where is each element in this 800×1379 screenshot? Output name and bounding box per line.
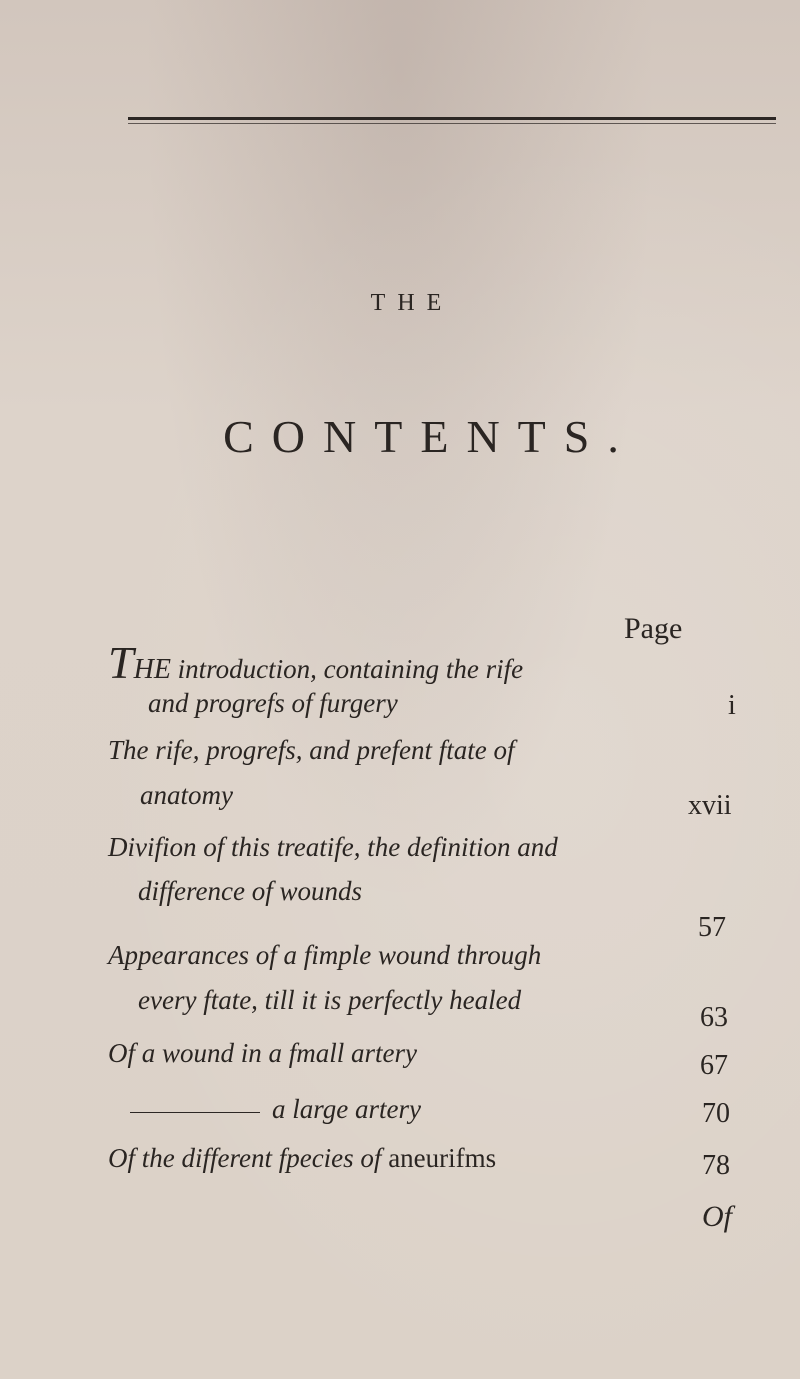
drop-cap: T	[108, 637, 134, 688]
toc-entry-4-page: 63	[700, 1002, 728, 1033]
ditto-dash	[130, 1112, 260, 1113]
toc-entry-3-line-2: difference of wounds	[138, 876, 362, 906]
heading-contents: CONTENTS.	[223, 411, 637, 462]
toc-entry-6-page: 70	[702, 1098, 730, 1129]
toc-entry-3-page: 57	[698, 912, 726, 943]
page-column-label: Page	[624, 612, 683, 645]
toc-entry-2-line-1: The rife, progrefs, and prefent ftate of	[108, 735, 515, 765]
toc-entry-2-line-2: anatomy	[140, 780, 233, 810]
toc-entry-1-line-1: THE introduction, containing the rife	[108, 637, 524, 688]
toc-entry-5-line-1: Of a wound in a fmall artery	[108, 1038, 417, 1068]
toc-entry-1-line-2: and progrefs of furgery	[148, 688, 398, 718]
toc-entry-3-line-1: Divifion of this treatife, the definition and	[108, 832, 558, 862]
toc-entry-5-page: 67	[700, 1050, 728, 1081]
heading-the: THE	[370, 290, 454, 316]
toc-entry-1-page: i	[728, 690, 736, 721]
toc-entry-7-line-1: Of the different fpecies of aneurifms	[108, 1143, 497, 1173]
header-rule-thin	[128, 123, 776, 124]
toc-entry-4-line-1: Appearances of a fimple wound through	[108, 940, 542, 970]
toc-entry-4-line-2: every ftate, till it is perfectly healed	[138, 985, 522, 1015]
toc-entry-7-page: 78	[702, 1150, 730, 1181]
header-rule	[128, 117, 776, 120]
toc-entry-6-line-1: a large artery	[272, 1094, 421, 1124]
toc-entry-2-page: xvii	[688, 790, 732, 821]
catchword: Of	[702, 1200, 732, 1233]
